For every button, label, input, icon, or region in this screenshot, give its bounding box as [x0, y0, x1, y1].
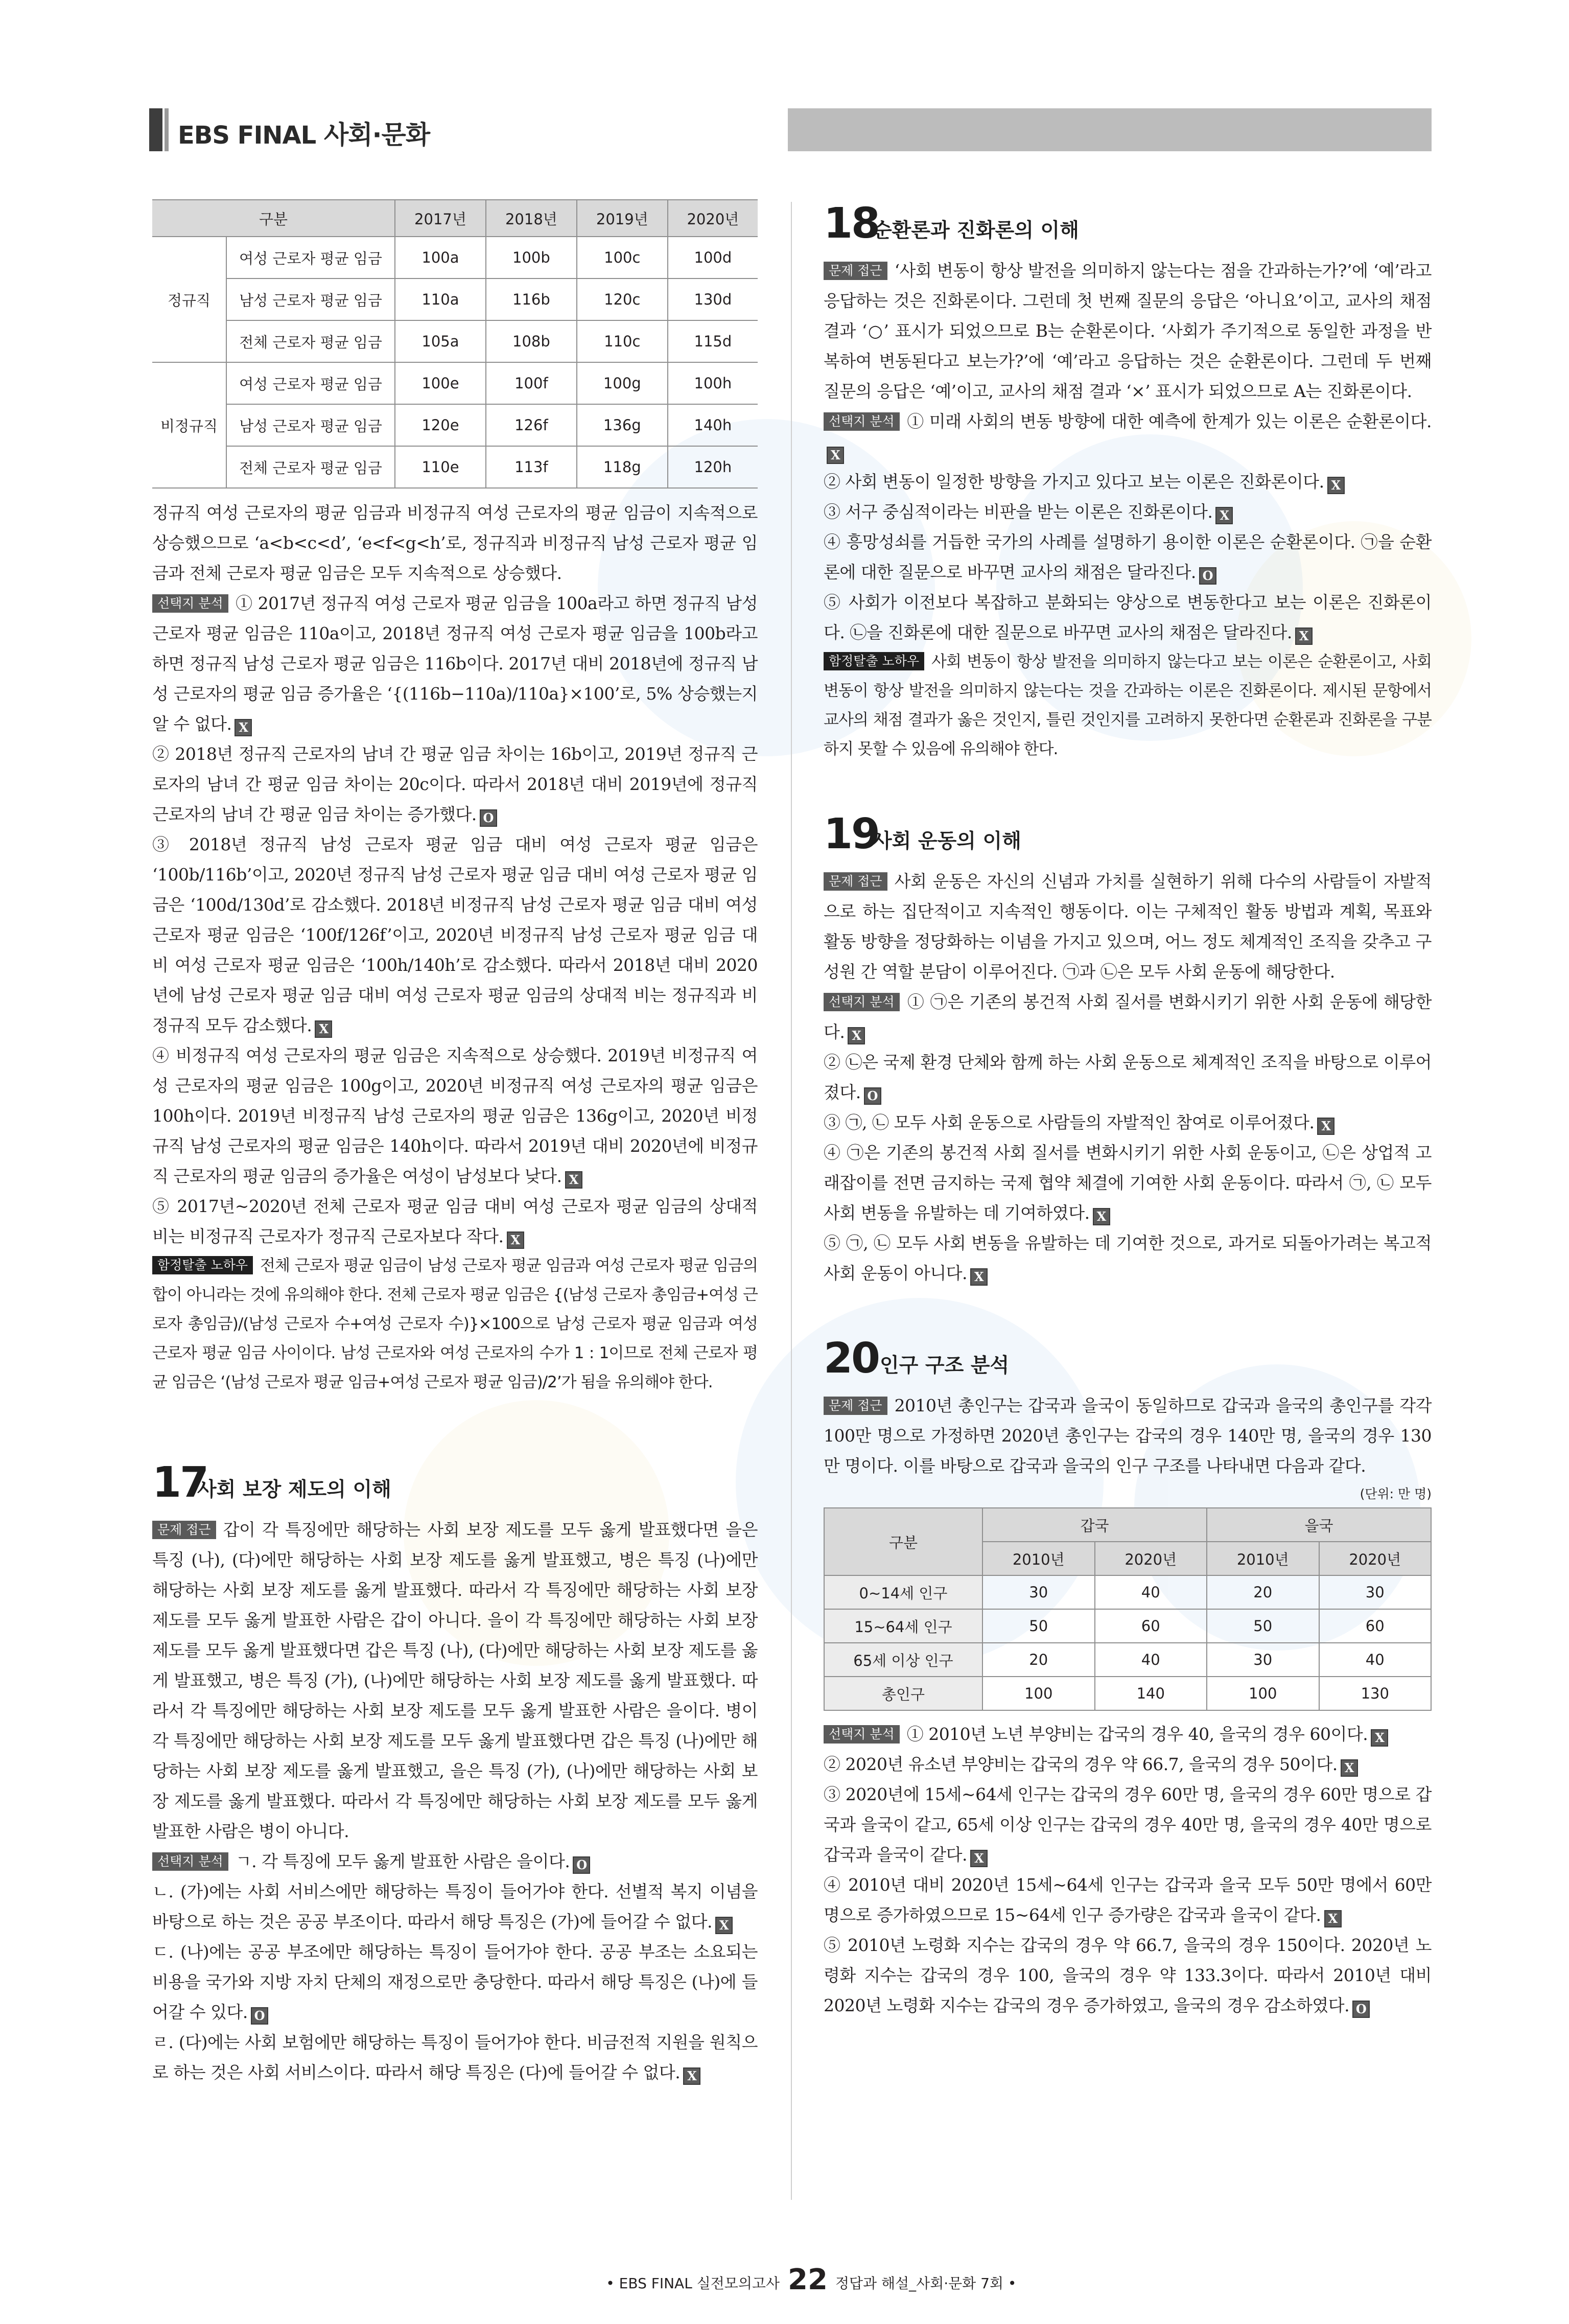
q18-choice-2	[824, 467, 1432, 497]
q20-choices	[824, 1719, 1432, 2020]
table-row-label: 총인구	[824, 1677, 982, 1710]
footer-series: • EBS FINAL 실전모의고사	[606, 2275, 780, 2292]
table-row-label: 0~14세 인구	[824, 1575, 982, 1609]
o-mark-icon: O	[864, 1087, 881, 1105]
q20-choice-4	[824, 1870, 1432, 1930]
x-mark-icon: X	[827, 447, 844, 464]
x-mark-icon: X	[1324, 1910, 1342, 1927]
q16-choice-5	[152, 1191, 758, 1251]
q20-heading	[824, 1334, 1432, 1390]
q20-choice-2	[824, 1749, 1432, 1779]
q17-choice-c	[152, 1937, 758, 2027]
table-cell: 100f	[486, 362, 577, 404]
approach-tag: 문제 접근	[824, 872, 887, 891]
choice-text: ③ 서구 중심적이라는 비판을 받는 이론은 진화론이다.	[824, 502, 1213, 522]
table-header-cell: 을국	[1207, 1508, 1431, 1542]
table-cell: 140h	[668, 404, 758, 446]
x-mark-icon: X	[235, 719, 252, 736]
q20-choice-3	[824, 1779, 1432, 1870]
header-brand: EBS FINAL	[178, 121, 316, 150]
question-title: 인구 구조 분석	[880, 1354, 1010, 1377]
choice-analysis-tag: 선택지 분석	[824, 993, 900, 1011]
page-footer	[0, 2261, 1569, 2302]
choice-text: ① 2017년 정규직 여성 근로자 평균 임금을 100a라고 하면 정규직 남성 근로자 평균 임금은 110a이고, 2018년 정규직 여성 근로자 평균 임금을 100b라고 하면 정규직 남성 근로자 평균 임금은 116b이다. 2017년 대비 2018년에 정규직 남성 근로자의 평균 임금 증가율은 ‘{(116b−110a)/110a}×100’로, 5% 상승했는지 알 수 없다.	[152, 593, 758, 734]
table-header-cell: 구분	[824, 1508, 982, 1575]
table-cell: 108b	[486, 320, 577, 362]
table-cell: 30	[1207, 1643, 1319, 1677]
choice-text: ④ 비정규직 여성 근로자의 평균 임금은 지속적으로 상승했다. 2019년 비정규직 여성 근로자의 평균 임금은 100g이고, 2020년 비정규직 여성 근로자의 평균 임금은 100h이다. 2019년 비정규직 남성 근로자의 평균 임금은 136g이고, 2020년 비정규직 남성 근로자의 평균 임금은 140h이다. 따라서 2019년 대비 2020년에 비정규직 근로자의 평균 임금의 증가율은 여성이 남성보다 낮다.	[152, 1045, 758, 1186]
question-title: 사회 보장 제도의 이해	[197, 1478, 391, 1501]
question-number: 18	[824, 199, 879, 248]
q18-trap-tip	[824, 647, 1432, 764]
q17-heading	[152, 1458, 758, 1515]
question-number: 19	[824, 810, 879, 858]
choice-text: ② 사회 변동이 일정한 방향을 가지고 있다고 보는 이론은 진화론이다.	[824, 472, 1324, 492]
table-cell: 100b	[486, 237, 577, 278]
choice-analysis-tag: 선택지 분석	[824, 1725, 900, 1744]
q16-trap-tip	[152, 1251, 758, 1397]
table-cell: 20	[982, 1643, 1095, 1677]
table-cell: 126f	[486, 404, 577, 446]
choice-text: ㄱ. 각 특징에 모두 옳게 발표한 사람은 을이다.	[235, 1851, 570, 1871]
q19-explanation	[824, 866, 1432, 1288]
q19-choice-5	[824, 1228, 1432, 1288]
choice-text: ⑤ 2010년 노령화 지수는 갑국의 경우 약 66.7, 을국의 경우 150이다. 2020년 노령화 지수는 갑국의 경우 100, 을국의 경우 약 133.3이다. 따라서 2010년 대비 2020년 노령화 지수는 갑국의 경우 증가하였고, 을국의 경우 감소하였다.	[824, 1935, 1432, 2015]
question-title: 순환론과 진화론의 이해	[873, 219, 1079, 242]
choice-text: ⑤ 사회가 이전보다 복잡하고 분화되는 양상으로 변동한다고 보는 이론은 진화론이다. ㉡을 진화론에 대한 질문으로 바꾸면 교사의 채점은 달라진다.	[824, 592, 1432, 642]
x-mark-icon: X	[1327, 477, 1345, 494]
q18-choice-4	[824, 527, 1432, 587]
table-cell: 118g	[577, 446, 668, 488]
choice-text: ① 미래 사회의 변동 방향에 대한 예측에 한계가 있는 이론은 순환론이다.	[906, 411, 1432, 431]
table-cell: 30	[982, 1575, 1095, 1609]
table-header-cell: 2020년	[1319, 1542, 1432, 1575]
choice-text: ③ 2018년 정규직 남성 근로자 평균 임금 대비 여성 근로자 평균 임금은 ‘100b/116b’이고, 2020년 정규직 남성 근로자 평균 임금 대비 여성 근로자 평균 임금은 ‘100d/130d’로 감소했다. 2018년 비정규직 남성 근로자 평균 임금 대비 여성 근로자 평균 임금은 ‘100f/126f’이고, 2020년 비정규직 남성 근로자 평균 임금 대비 여성 근로자 평균 임금은 ‘100h/140h’로 감소했다. 따라서 2018년 대비 2020년에 남성 근로자 평균 임금 대비 여성 근로자 평균 임금의 상대적 비는 정규직과 비정규직 모두 감소했다.	[152, 834, 758, 1035]
table-row	[824, 1609, 1431, 1643]
q16-choice-2	[152, 739, 758, 829]
table-cell: 100e	[395, 362, 486, 404]
q17-approach	[152, 1515, 758, 1846]
table-cell: 60	[1319, 1609, 1432, 1643]
q20-choice-1	[824, 1719, 1432, 1749]
table-row-label: 남성 근로자 평균 임금	[226, 278, 395, 320]
table-header-cell: 구분	[152, 200, 395, 237]
approach-text: 2010년 총인구는 갑국과 을국이 동일하므로 갑국과 을국의 총인구를 각각 100만 명으로 가정하면 2020년 총인구는 갑국의 경우 140만 명, 을국의 경우 130만 명이다. 이를 바탕으로 갑국과 을국의 인구 구조를 나타내면 다음과 같다.	[824, 1396, 1432, 1476]
q17-explanation	[152, 1515, 758, 2087]
x-mark-icon: X	[1341, 1759, 1358, 1777]
table-row-label: 65세 이상 인구	[824, 1643, 982, 1677]
table-header-cell: 2019년	[577, 200, 668, 237]
q19-choice-4	[824, 1137, 1432, 1228]
wage-table	[152, 199, 758, 489]
q20-explanation	[824, 1390, 1432, 1481]
x-mark-icon: X	[1371, 1729, 1388, 1747]
approach-text: 갑이 각 특징에만 해당하는 사회 보장 제도를 모두 옳게 발표했다면 을은 특징 (나), (다)에만 해당하는 사회 보장 제도를 옳게 발표했고, 병은 특징 (나)에만 해당하는 사회 보장 제도를 옳게 발표했다. 따라서 각 특징에만 해당하는 사회 보장 제도를 모두 옳게 발표한 사람은 갑이 아니다. 을이 각 특징에만 해당하는 사회 보장 제도를 모두 옳게 발표했다면 갑은 특징 (나), (다)에만 해당하는 사회 보장 제도를 옳게 발표했고, 병은 특징 (가), (나)에만 해당하는 사회 보장 제도를 옳게 발표했다. 따라서 각 특징에만 해당하는 사회 보장 제도를 모두 옳게 발표한 사람은 을이다. 병이 각 특징에만 해당하는 사회 보장 제도를 모두 옳게 발표했다면 갑은 특징 (나)에만 해당하는 사회 보장 제도를 옳게 발표했고, 을은 특징 (가), (나)에만 해당하는 사회 보장 제도를 옳게 발표했다. 따라서 각 특징에만 해당하는 사회 보장 제도를 모두 옳게 발표한 사람은 병이 아니다.	[152, 1520, 758, 1841]
table-cell: 120e	[395, 404, 486, 446]
q16-choice-4	[152, 1040, 758, 1191]
trap-text: 전체 근로자 평균 임금이 남성 근로자 평균 임금과 여성 근로자 평균 임금의 합이 아니라는 것에 유의해야 한다. 전체 근로자 평균 임금은 {(남성 근로자 총임금+여성 근로자 총임금)/(남성 근로자 수+여성 근로자 수)}×100으로 남성 근로자 평균 임금과 여성 근로자 평균 임금 사이이다. 남성 근로자와 여성 근로자의 수가 1 : 1이므로 전체 근로자 평균 임금은 ‘(남성 근로자 평균 임금+여성 근로자 평균 임금)/2’가 됨을 유의해야 한다.	[152, 1257, 758, 1391]
choice-text: ② ㉡은 국제 환경 단체와 함께 하는 사회 운동으로 체계적인 조직을 바탕으로 이루어졌다.	[824, 1052, 1432, 1102]
table-header-cell: 2017년	[395, 200, 486, 237]
table-cell: 110a	[395, 278, 486, 320]
table-cell: 110e	[395, 446, 486, 488]
choice-text: ① 2010년 노년 부양비는 갑국의 경우 40, 을국의 경우 60이다.	[906, 1724, 1368, 1744]
header-bar-mark-light	[165, 108, 169, 151]
x-mark-icon: X	[683, 2067, 700, 2085]
table-header-cell: 2010년	[1207, 1542, 1319, 1575]
right-column	[824, 199, 1432, 2020]
table-cell: 40	[1095, 1575, 1207, 1609]
choice-text: ㄷ. (나)에는 공공 부조에만 해당하는 특징이 들어가야 한다. 공공 부조는 소요되는 비용을 국가와 지방 자치 단체의 재정으로만 충당한다. 따라서 해당 특징은 (나)에 들어갈 수 있다.	[152, 1942, 758, 2022]
q16-choice-1	[152, 588, 758, 739]
table-cell: 113f	[486, 446, 577, 488]
x-mark-icon: X	[1295, 628, 1313, 645]
table-row	[152, 362, 758, 404]
choice-text: ④ 2010년 대비 2020년 15세~64세 인구는 갑국과 을국 모두 50만 명에서 60만 명으로 증가하였으므로 15~64세 인구 증가량은 갑국과 을국이 같다.	[824, 1875, 1432, 1925]
x-mark-icon: X	[565, 1171, 582, 1189]
o-mark-icon: O	[573, 1856, 590, 1874]
table-cell: 20	[1207, 1575, 1319, 1609]
left-column	[152, 199, 758, 2087]
table-header-cell: 2018년	[486, 200, 577, 237]
choice-text: ③ 2020년에 15세~64세 인구는 갑국의 경우 60만 명, 을국의 경우 60만 명으로 갑국과 을국이 같고, 65세 이상 인구는 갑국의 경우 40만 명, 을국의 경우 40만 명으로 갑국과 을국이 같다.	[824, 1784, 1432, 1865]
x-mark-icon: X	[315, 1020, 332, 1038]
table-cell: 100	[1207, 1677, 1319, 1710]
q18-choice-1	[824, 406, 1432, 467]
table-group-label: 비정규직	[152, 362, 226, 488]
choice-text: ㄴ. (가)에는 사회 서비스에만 해당하는 특징이 들어가야 한다. 선별적 복지 이념을 바탕으로 하는 것은 공공 부조이다. 따라서 해당 특징은 (가)에 들어갈 수 없다.	[152, 1881, 758, 1932]
table-cell: 50	[982, 1609, 1095, 1643]
x-mark-icon: X	[507, 1231, 524, 1249]
page-number: 22	[788, 2263, 828, 2296]
column-divider	[791, 202, 792, 2200]
q19-choice-1	[824, 987, 1432, 1047]
table-row	[152, 446, 758, 488]
choice-text: ③ ㉠, ㉡ 모두 사회 운동으로 사람들의 자발적인 참여로 이루어졌다.	[824, 1112, 1315, 1132]
q19-choice-3	[824, 1107, 1432, 1137]
q16-choice-3	[152, 829, 758, 1040]
table-row-label: 여성 근로자 평균 임금	[226, 237, 395, 278]
table-group-label: 정규직	[152, 237, 226, 362]
approach-tag: 문제 접근	[824, 262, 887, 280]
x-mark-icon: X	[1215, 507, 1233, 524]
table-row	[152, 404, 758, 446]
table-header-cell: 2020년	[1095, 1542, 1207, 1575]
choice-analysis-tag: 선택지 분석	[152, 594, 228, 613]
table-cell: 105a	[395, 320, 486, 362]
table-cell: 60	[1095, 1609, 1207, 1643]
approach-tag: 문제 접근	[824, 1397, 887, 1415]
o-mark-icon: O	[480, 809, 497, 827]
x-mark-icon: X	[715, 1917, 733, 1934]
choice-analysis-tag: 선택지 분석	[824, 412, 900, 431]
header-subject: 사회·문화	[323, 120, 430, 150]
q18-explanation	[824, 255, 1432, 764]
q17-choice-d	[152, 2027, 758, 2087]
approach-tag: 문제 접근	[152, 1521, 216, 1539]
approach-text: 사회 운동은 자신의 신념과 가치를 실현하기 위해 다수의 사람들이 자발적으로 하는 집단적이고 지속적인 행동이다. 이는 구체적인 활동 방법과 계획, 목표와 활동 방향을 정당화하는 이념을 가지고 있으며, 어느 정도 체계적인 조직을 갖추고 구성원 간 역할 분담이 이루어진다. ㉠과 ㉡은 모두 사회 운동에 해당한다.	[824, 871, 1432, 982]
x-mark-icon: X	[970, 1268, 988, 1286]
table-header-row	[824, 1508, 1431, 1542]
table-row	[152, 278, 758, 320]
table-row	[824, 1575, 1431, 1609]
q19-heading	[824, 810, 1432, 866]
q20-approach	[824, 1390, 1432, 1481]
table-unit: (단위: 만 명)	[1360, 1486, 1432, 1501]
trap-tip-tag: 함정탈출 노하우	[824, 652, 924, 670]
q17-choice-a	[152, 1846, 758, 1876]
choice-analysis-tag: 선택지 분석	[152, 1852, 228, 1871]
question-number: 20	[824, 1334, 879, 1383]
table-row	[152, 237, 758, 278]
x-mark-icon: X	[1317, 1118, 1334, 1135]
q16-intro: 정규직 여성 근로자의 평균 임금과 비정규직 여성 근로자의 평균 임금이 지속적으로 상승했으므로 ‘a<b<c<d’, ‘e<f<g<h’로, 정규직과 비정규직 남성 근로자 평균 임금과 전체 근로자 평균 임금은 모두 지속적으로 상승했다.	[152, 503, 758, 583]
choice-text: ② 2018년 정규직 근로자의 남녀 간 평균 임금 차이는 16b이고, 2019년 정규직 근로자의 남녀 간 평균 임금 차이는 20c이다. 따라서 2018년 대비 2019년에 정규직 근로자의 남녀 간 평균 임금 차이는 증가했다.	[152, 744, 758, 824]
table-cell: 130d	[668, 278, 758, 320]
q17-choice-b	[152, 1876, 758, 1937]
choice-text: ㄹ. (다)에는 사회 보험에만 해당하는 특징이 들어가야 한다. 비금전적 지원을 원칙으로 하는 것은 사회 서비스이다. 따라서 해당 특징은 (다)에 들어갈 수 없다.	[152, 2032, 758, 2082]
table-cell: 130	[1319, 1677, 1432, 1710]
q18-choice-3	[824, 497, 1432, 527]
table-cell: 110c	[577, 320, 668, 362]
q18-approach	[824, 255, 1432, 406]
o-mark-icon: O	[1352, 2001, 1370, 2018]
table-cell: 120c	[577, 278, 668, 320]
page-header	[149, 108, 1432, 151]
q18-heading	[824, 199, 1432, 255]
table-row-label: 15~64세 인구	[824, 1609, 982, 1643]
table-cell: 120h	[668, 446, 758, 488]
question-number: 17	[152, 1458, 208, 1507]
table-cell: 100	[982, 1677, 1095, 1710]
table-cell: 140	[1095, 1677, 1207, 1710]
question-title: 사회 운동의 이해	[873, 830, 1021, 853]
o-mark-icon: O	[251, 2007, 268, 2025]
table-cell: 116b	[486, 278, 577, 320]
table-header-row	[152, 200, 758, 237]
q16-explanation	[152, 498, 758, 1397]
table-cell: 100h	[668, 362, 758, 404]
table-cell: 136g	[577, 404, 668, 446]
header-gray-band	[788, 108, 1432, 151]
table-cell: 30	[1319, 1575, 1432, 1609]
x-mark-icon: X	[970, 1850, 988, 1867]
o-mark-icon: O	[1199, 567, 1216, 585]
trap-tip-tag: 함정탈출 노하우	[152, 1256, 253, 1274]
table-row	[824, 1677, 1431, 1710]
header-title	[178, 114, 430, 151]
table-cell: 50	[1207, 1609, 1319, 1643]
table-row	[824, 1643, 1431, 1677]
table-row-label: 전체 근로자 평균 임금	[226, 320, 395, 362]
x-mark-icon: X	[1093, 1208, 1110, 1225]
q20-choice-5	[824, 1930, 1432, 2020]
table-row-label: 남성 근로자 평균 임금	[226, 404, 395, 446]
choice-text: ⑤ 2017년~2020년 전체 근로자 평균 임금 대비 여성 근로자 평균 임금의 상대적 비는 비정규직 근로자가 정규직 근로자보다 작다.	[152, 1196, 758, 1246]
table-cell: 115d	[668, 320, 758, 362]
q19-choice-2	[824, 1047, 1432, 1107]
approach-text: ‘사회 변동이 항상 발전을 의미하지 않는다는 점을 간과하는가?’에 ‘예’라고 응답하는 것은 진화론이다. 그런데 첫 번째 질문의 응답은 ‘아니요’이고, 교사의 채점 결과 ‘○’ 표시가 되었으므로 B는 순환론이다. ‘사회가 주기적으로 동일한 과정을 반복하여 변동된다고 보는가?’에 ‘예’라고 응답하는 것은 순환론이다. 그런데 두 번째 질문의 응답은 ‘예’이고, 교사의 채점 결과 ‘×’ 표시가 되었으므로 A는 진화론이다.	[824, 261, 1432, 401]
table-cell: 100g	[577, 362, 668, 404]
table-row-label: 여성 근로자 평균 임금	[226, 362, 395, 404]
choice-text: ④ ㉠은 기존의 봉건적 사회 질서를 변화시키기 위한 사회 운동이고, ㉡은 상업적 고래잡이를 전면 금지하는 국제 협약 체결에 기여한 사회 운동이다. 따라서 ㉠, ㉡ 모두 사회 변동을 유발하는 데 기여하였다.	[824, 1143, 1432, 1223]
population-table	[824, 1507, 1432, 1711]
table-cell: 40	[1095, 1643, 1207, 1677]
table-cell: 100d	[668, 237, 758, 278]
x-mark-icon: X	[848, 1027, 865, 1044]
table-cell: 100c	[577, 237, 668, 278]
header-bar-mark	[149, 108, 162, 151]
table-cell: 100a	[395, 237, 486, 278]
table-header-cell: 갑국	[982, 1508, 1207, 1542]
choice-text: ④ 흥망성쇠를 거듭한 국가의 사례를 설명하기 용이한 이론은 순환론이다. ㉠을 순환론에 대한 질문으로 바꾸면 교사의 채점은 달라진다.	[824, 532, 1432, 582]
table-header-cell: 2010년	[982, 1542, 1095, 1575]
table-header-cell: 2020년	[668, 200, 758, 237]
q19-approach	[824, 866, 1432, 987]
footer-section: 정답과 해설_사회·문화 7회 •	[835, 2275, 1017, 2292]
q18-choice-5	[824, 587, 1432, 647]
table-row	[152, 320, 758, 362]
trap-text: 사회 변동이 항상 발전을 의미하지 않는다고 보는 이론은 순환론이고, 사회 변동이 항상 발전을 의미하지 않는다는 것을 간과하는 이론은 진화론이다. 제시된 문항에서 교사의 채점 결과가 옳은 것인지, 틀린 것인지를 고려하지 못한다면 순환론과 진화론을 구분하지 못할 수 있음에 유의해야 한다.	[824, 653, 1432, 758]
table-row-label: 전체 근로자 평균 임금	[226, 446, 395, 488]
table-cell: 40	[1319, 1643, 1432, 1677]
choice-text: ① ㉠은 기존의 봉건적 사회 질서를 변화시키기 위한 사회 운동에 해당한다.	[824, 992, 1432, 1042]
choice-text: ⑤ ㉠, ㉡ 모두 사회 변동을 유발하는 데 기여한 것으로, 과거로 되돌아가려는 복고적 사회 운동이 아니다.	[824, 1233, 1432, 1283]
choice-text: ② 2020년 유소년 부양비는 갑국의 경우 약 66.7, 을국의 경우 50이다.	[824, 1754, 1338, 1774]
